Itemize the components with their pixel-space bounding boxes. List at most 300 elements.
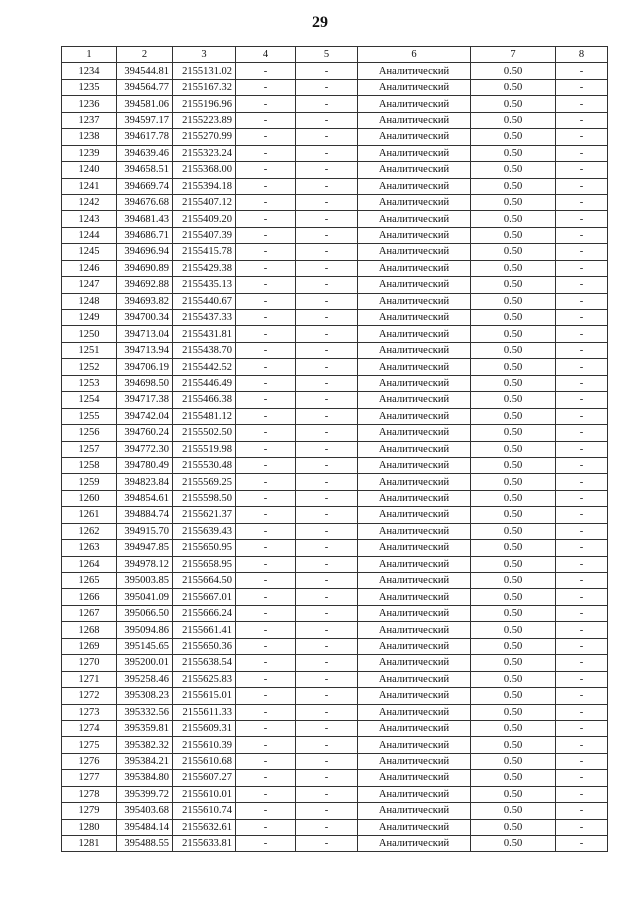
table-row bbox=[62, 277, 608, 293]
col-8-value: - bbox=[556, 589, 608, 605]
accuracy-cell: 0.50 bbox=[471, 244, 556, 260]
coord-y: 2155664.50 bbox=[173, 573, 236, 589]
point-number: 1275 bbox=[62, 737, 117, 753]
col-4-value: - bbox=[236, 523, 296, 539]
table-row bbox=[62, 342, 608, 358]
accuracy-cell: 0.50 bbox=[471, 96, 556, 112]
coord-y: 2155610.74 bbox=[173, 803, 236, 819]
accuracy-cell: 0.50 bbox=[471, 655, 556, 671]
coord-x: 394639.46 bbox=[117, 145, 173, 161]
method-cell: Аналитический bbox=[358, 622, 471, 638]
col-4-value: - bbox=[236, 260, 296, 276]
point-number: 1252 bbox=[62, 359, 117, 375]
col-8-value: - bbox=[556, 605, 608, 621]
method-cell: Аналитический bbox=[358, 786, 471, 802]
point-number: 1250 bbox=[62, 326, 117, 342]
col-8-value: - bbox=[556, 688, 608, 704]
method-cell: Аналитический bbox=[358, 244, 471, 260]
col-8-value: - bbox=[556, 836, 608, 852]
coord-y: 2155650.95 bbox=[173, 540, 236, 556]
point-number: 1248 bbox=[62, 293, 117, 309]
accuracy-cell: 0.50 bbox=[471, 326, 556, 342]
coord-y: 2155196.96 bbox=[173, 96, 236, 112]
col-4-value: - bbox=[236, 819, 296, 835]
coord-x: 395145.65 bbox=[117, 638, 173, 654]
accuracy-cell: 0.50 bbox=[471, 63, 556, 79]
method-cell: Аналитический bbox=[358, 441, 471, 457]
col-4-value: - bbox=[236, 227, 296, 243]
method-cell: Аналитический bbox=[358, 720, 471, 736]
col-4-value: - bbox=[236, 63, 296, 79]
coord-y: 2155446.49 bbox=[173, 375, 236, 391]
coord-y: 2155611.33 bbox=[173, 704, 236, 720]
col-5-value: - bbox=[296, 638, 358, 654]
table-row bbox=[62, 194, 608, 210]
coord-y: 2155658.95 bbox=[173, 556, 236, 572]
accuracy-cell: 0.50 bbox=[471, 375, 556, 391]
method-cell: Аналитический bbox=[358, 704, 471, 720]
point-number: 1238 bbox=[62, 129, 117, 145]
coord-y: 2155415.78 bbox=[173, 244, 236, 260]
col-5-value: - bbox=[296, 310, 358, 326]
coord-x: 394544.81 bbox=[117, 63, 173, 79]
point-number: 1247 bbox=[62, 277, 117, 293]
coord-y: 2155431.81 bbox=[173, 326, 236, 342]
coord-x: 394690.89 bbox=[117, 260, 173, 276]
coord-x: 394700.34 bbox=[117, 310, 173, 326]
coord-x: 394681.43 bbox=[117, 211, 173, 227]
coord-y: 2155666.24 bbox=[173, 605, 236, 621]
point-number: 1260 bbox=[62, 490, 117, 506]
table-row bbox=[62, 490, 608, 506]
point-number: 1267 bbox=[62, 605, 117, 621]
col-4-value: - bbox=[236, 457, 296, 473]
accuracy-cell: 0.50 bbox=[471, 573, 556, 589]
accuracy-cell: 0.50 bbox=[471, 145, 556, 161]
coord-y: 2155610.39 bbox=[173, 737, 236, 753]
col-4-value: - bbox=[236, 671, 296, 687]
col-5-value: - bbox=[296, 162, 358, 178]
col-8-value: - bbox=[556, 622, 608, 638]
method-cell: Аналитический bbox=[358, 688, 471, 704]
col-4-value: - bbox=[236, 737, 296, 753]
col-8-value: - bbox=[556, 342, 608, 358]
col-5-value: - bbox=[296, 720, 358, 736]
col-5-value: - bbox=[296, 244, 358, 260]
table-row bbox=[62, 720, 608, 736]
accuracy-cell: 0.50 bbox=[471, 490, 556, 506]
coord-y: 2155667.01 bbox=[173, 589, 236, 605]
accuracy-cell: 0.50 bbox=[471, 671, 556, 687]
table-row bbox=[62, 441, 608, 457]
col-8-value: - bbox=[556, 737, 608, 753]
coord-x: 394676.68 bbox=[117, 194, 173, 210]
method-cell: Аналитический bbox=[358, 770, 471, 786]
col-4-value: - bbox=[236, 96, 296, 112]
accuracy-cell: 0.50 bbox=[471, 753, 556, 769]
table-row bbox=[62, 326, 608, 342]
coord-x: 394669.74 bbox=[117, 178, 173, 194]
method-cell: Аналитический bbox=[358, 145, 471, 161]
col-8-value: - bbox=[556, 638, 608, 654]
point-number: 1262 bbox=[62, 523, 117, 539]
coord-y: 2155530.48 bbox=[173, 457, 236, 473]
accuracy-cell: 0.50 bbox=[471, 342, 556, 358]
col-8-value: - bbox=[556, 96, 608, 112]
accuracy-cell: 0.50 bbox=[471, 112, 556, 128]
point-number: 1258 bbox=[62, 457, 117, 473]
col-8-value: - bbox=[556, 803, 608, 819]
point-number: 1271 bbox=[62, 671, 117, 687]
point-number: 1259 bbox=[62, 474, 117, 490]
coord-x: 394658.51 bbox=[117, 162, 173, 178]
col-5-value: - bbox=[296, 540, 358, 556]
col-8-value: - bbox=[556, 457, 608, 473]
accuracy-cell: 0.50 bbox=[471, 178, 556, 194]
coord-x: 394713.04 bbox=[117, 326, 173, 342]
coord-y: 2155167.32 bbox=[173, 79, 236, 95]
column-header: 2 bbox=[117, 47, 173, 63]
col-4-value: - bbox=[236, 704, 296, 720]
accuracy-cell: 0.50 bbox=[471, 507, 556, 523]
coord-y: 2155442.52 bbox=[173, 359, 236, 375]
col-5-value: - bbox=[296, 112, 358, 128]
coord-y: 2155437.33 bbox=[173, 310, 236, 326]
coord-x: 394693.82 bbox=[117, 293, 173, 309]
col-4-value: - bbox=[236, 194, 296, 210]
table-row bbox=[62, 655, 608, 671]
coord-x: 394760.24 bbox=[117, 425, 173, 441]
col-5-value: - bbox=[296, 375, 358, 391]
coord-y: 2155519.98 bbox=[173, 441, 236, 457]
col-5-value: - bbox=[296, 425, 358, 441]
table-row bbox=[62, 638, 608, 654]
coord-y: 2155440.67 bbox=[173, 293, 236, 309]
accuracy-cell: 0.50 bbox=[471, 79, 556, 95]
table-row bbox=[62, 803, 608, 819]
method-cell: Аналитический bbox=[358, 227, 471, 243]
col-8-value: - bbox=[556, 655, 608, 671]
col-5-value: - bbox=[296, 688, 358, 704]
col-5-value: - bbox=[296, 803, 358, 819]
col-4-value: - bbox=[236, 507, 296, 523]
col-4-value: - bbox=[236, 540, 296, 556]
table-row bbox=[62, 244, 608, 260]
coord-x: 395359.81 bbox=[117, 720, 173, 736]
coord-y: 2155435.13 bbox=[173, 277, 236, 293]
coord-x: 395066.50 bbox=[117, 605, 173, 621]
method-cell: Аналитический bbox=[358, 129, 471, 145]
col-8-value: - bbox=[556, 310, 608, 326]
point-number: 1278 bbox=[62, 786, 117, 802]
coord-y: 2155632.61 bbox=[173, 819, 236, 835]
table-row bbox=[62, 474, 608, 490]
method-cell: Аналитический bbox=[358, 392, 471, 408]
method-cell: Аналитический bbox=[358, 589, 471, 605]
col-5-value: - bbox=[296, 770, 358, 786]
accuracy-cell: 0.50 bbox=[471, 770, 556, 786]
method-cell: Аналитический bbox=[358, 819, 471, 835]
point-number: 1234 bbox=[62, 63, 117, 79]
table-header-row bbox=[62, 47, 608, 63]
coord-y: 2155368.00 bbox=[173, 162, 236, 178]
col-8-value: - bbox=[556, 359, 608, 375]
method-cell: Аналитический bbox=[358, 573, 471, 589]
col-8-value: - bbox=[556, 523, 608, 539]
coord-y: 2155633.81 bbox=[173, 836, 236, 852]
table-row bbox=[62, 408, 608, 424]
col-5-value: - bbox=[296, 293, 358, 309]
point-number: 1266 bbox=[62, 589, 117, 605]
col-5-value: - bbox=[296, 507, 358, 523]
coord-y: 2155625.83 bbox=[173, 671, 236, 687]
col-5-value: - bbox=[296, 474, 358, 490]
coord-x: 394713.94 bbox=[117, 342, 173, 358]
table-row bbox=[62, 96, 608, 112]
col-8-value: - bbox=[556, 260, 608, 276]
point-number: 1246 bbox=[62, 260, 117, 276]
point-number: 1273 bbox=[62, 704, 117, 720]
coord-x: 394742.04 bbox=[117, 408, 173, 424]
point-number: 1249 bbox=[62, 310, 117, 326]
method-cell: Аналитический bbox=[358, 556, 471, 572]
coord-x: 395094.86 bbox=[117, 622, 173, 638]
method-cell: Аналитический bbox=[358, 342, 471, 358]
coord-x: 394772.30 bbox=[117, 441, 173, 457]
col-4-value: - bbox=[236, 622, 296, 638]
column-header: 7 bbox=[471, 47, 556, 63]
coord-y: 2155466.38 bbox=[173, 392, 236, 408]
method-cell: Аналитический bbox=[358, 474, 471, 490]
col-5-value: - bbox=[296, 819, 358, 835]
col-8-value: - bbox=[556, 786, 608, 802]
point-number: 1245 bbox=[62, 244, 117, 260]
table-row bbox=[62, 507, 608, 523]
table-row bbox=[62, 392, 608, 408]
point-number: 1244 bbox=[62, 227, 117, 243]
accuracy-cell: 0.50 bbox=[471, 227, 556, 243]
point-number: 1253 bbox=[62, 375, 117, 391]
point-number: 1254 bbox=[62, 392, 117, 408]
point-number: 1257 bbox=[62, 441, 117, 457]
point-number: 1264 bbox=[62, 556, 117, 572]
method-cell: Аналитический bbox=[358, 178, 471, 194]
accuracy-cell: 0.50 bbox=[471, 359, 556, 375]
point-number: 1270 bbox=[62, 655, 117, 671]
col-8-value: - bbox=[556, 162, 608, 178]
point-number: 1241 bbox=[62, 178, 117, 194]
method-cell: Аналитический bbox=[358, 655, 471, 671]
point-number: 1237 bbox=[62, 112, 117, 128]
table-row bbox=[62, 457, 608, 473]
col-8-value: - bbox=[556, 720, 608, 736]
method-cell: Аналитический bbox=[358, 96, 471, 112]
accuracy-cell: 0.50 bbox=[471, 457, 556, 473]
coord-x: 395258.46 bbox=[117, 671, 173, 687]
accuracy-cell: 0.50 bbox=[471, 474, 556, 490]
method-cell: Аналитический bbox=[358, 277, 471, 293]
coord-y: 2155638.54 bbox=[173, 655, 236, 671]
col-4-value: - bbox=[236, 753, 296, 769]
method-cell: Аналитический bbox=[358, 638, 471, 654]
table-row bbox=[62, 375, 608, 391]
coord-y: 2155615.01 bbox=[173, 688, 236, 704]
coord-x: 394978.12 bbox=[117, 556, 173, 572]
coord-x: 394617.78 bbox=[117, 129, 173, 145]
method-cell: Аналитический bbox=[358, 425, 471, 441]
col-4-value: - bbox=[236, 474, 296, 490]
table-row bbox=[62, 622, 608, 638]
col-4-value: - bbox=[236, 178, 296, 194]
coord-x: 395384.80 bbox=[117, 770, 173, 786]
col-4-value: - bbox=[236, 310, 296, 326]
table-row bbox=[62, 310, 608, 326]
accuracy-cell: 0.50 bbox=[471, 704, 556, 720]
coord-x: 394698.50 bbox=[117, 375, 173, 391]
method-cell: Аналитический bbox=[358, 162, 471, 178]
col-5-value: - bbox=[296, 211, 358, 227]
table-row bbox=[62, 819, 608, 835]
coord-x: 394692.88 bbox=[117, 277, 173, 293]
col-8-value: - bbox=[556, 556, 608, 572]
point-number: 1256 bbox=[62, 425, 117, 441]
col-4-value: - bbox=[236, 277, 296, 293]
col-5-value: - bbox=[296, 573, 358, 589]
accuracy-cell: 0.50 bbox=[471, 277, 556, 293]
method-cell: Аналитический bbox=[358, 112, 471, 128]
coord-x: 395399.72 bbox=[117, 786, 173, 802]
coord-y: 2155394.18 bbox=[173, 178, 236, 194]
method-cell: Аналитический bbox=[358, 79, 471, 95]
col-8-value: - bbox=[556, 129, 608, 145]
table-row bbox=[62, 688, 608, 704]
col-5-value: - bbox=[296, 655, 358, 671]
col-8-value: - bbox=[556, 293, 608, 309]
method-cell: Аналитический bbox=[358, 293, 471, 309]
col-4-value: - bbox=[236, 425, 296, 441]
table-row bbox=[62, 145, 608, 161]
accuracy-cell: 0.50 bbox=[471, 589, 556, 605]
col-4-value: - bbox=[236, 162, 296, 178]
column-header: 5 bbox=[296, 47, 358, 63]
table-row bbox=[62, 786, 608, 802]
coord-y: 2155502.50 bbox=[173, 425, 236, 441]
accuracy-cell: 0.50 bbox=[471, 523, 556, 539]
column-header: 1 bbox=[62, 47, 117, 63]
method-cell: Аналитический bbox=[358, 211, 471, 227]
table-row bbox=[62, 671, 608, 687]
coord-y: 2155407.12 bbox=[173, 194, 236, 210]
col-8-value: - bbox=[556, 753, 608, 769]
table-row bbox=[62, 704, 608, 720]
table-row bbox=[62, 162, 608, 178]
point-number: 1236 bbox=[62, 96, 117, 112]
accuracy-cell: 0.50 bbox=[471, 425, 556, 441]
point-number: 1255 bbox=[62, 408, 117, 424]
col-4-value: - bbox=[236, 589, 296, 605]
table-row bbox=[62, 556, 608, 572]
coord-y: 2155621.37 bbox=[173, 507, 236, 523]
col-5-value: - bbox=[296, 457, 358, 473]
column-header: 6 bbox=[358, 47, 471, 63]
col-8-value: - bbox=[556, 277, 608, 293]
col-5-value: - bbox=[296, 145, 358, 161]
point-number: 1279 bbox=[62, 803, 117, 819]
coord-x: 395403.68 bbox=[117, 803, 173, 819]
column-header: 3 bbox=[173, 47, 236, 63]
coord-x: 395488.55 bbox=[117, 836, 173, 852]
col-4-value: - bbox=[236, 392, 296, 408]
accuracy-cell: 0.50 bbox=[471, 605, 556, 621]
col-5-value: - bbox=[296, 704, 358, 720]
col-5-value: - bbox=[296, 129, 358, 145]
accuracy-cell: 0.50 bbox=[471, 638, 556, 654]
col-4-value: - bbox=[236, 573, 296, 589]
method-cell: Аналитический bbox=[358, 63, 471, 79]
col-5-value: - bbox=[296, 737, 358, 753]
col-5-value: - bbox=[296, 836, 358, 852]
column-header: 4 bbox=[236, 47, 296, 63]
table-row bbox=[62, 836, 608, 852]
coordinates-table bbox=[61, 46, 608, 852]
point-number: 1272 bbox=[62, 688, 117, 704]
coord-y: 2155650.36 bbox=[173, 638, 236, 654]
table-row bbox=[62, 260, 608, 276]
coord-y: 2155481.12 bbox=[173, 408, 236, 424]
col-5-value: - bbox=[296, 194, 358, 210]
table-row bbox=[62, 293, 608, 309]
point-number: 1261 bbox=[62, 507, 117, 523]
coord-y: 2155409.20 bbox=[173, 211, 236, 227]
coord-x: 395041.09 bbox=[117, 589, 173, 605]
accuracy-cell: 0.50 bbox=[471, 162, 556, 178]
table-row bbox=[62, 425, 608, 441]
col-5-value: - bbox=[296, 753, 358, 769]
col-4-value: - bbox=[236, 770, 296, 786]
coord-x: 395484.14 bbox=[117, 819, 173, 835]
col-4-value: - bbox=[236, 375, 296, 391]
coord-y: 2155609.31 bbox=[173, 720, 236, 736]
col-5-value: - bbox=[296, 556, 358, 572]
accuracy-cell: 0.50 bbox=[471, 786, 556, 802]
accuracy-cell: 0.50 bbox=[471, 819, 556, 835]
coord-y: 2155131.02 bbox=[173, 63, 236, 79]
method-cell: Аналитический bbox=[358, 737, 471, 753]
accuracy-cell: 0.50 bbox=[471, 622, 556, 638]
table-row bbox=[62, 112, 608, 128]
method-cell: Аналитический bbox=[358, 605, 471, 621]
accuracy-cell: 0.50 bbox=[471, 260, 556, 276]
col-4-value: - bbox=[236, 688, 296, 704]
col-8-value: - bbox=[556, 392, 608, 408]
point-number: 1277 bbox=[62, 770, 117, 786]
col-5-value: - bbox=[296, 408, 358, 424]
table-row bbox=[62, 523, 608, 539]
coord-x: 394780.49 bbox=[117, 457, 173, 473]
table-row bbox=[62, 178, 608, 194]
method-cell: Аналитический bbox=[358, 507, 471, 523]
method-cell: Аналитический bbox=[358, 359, 471, 375]
col-8-value: - bbox=[556, 819, 608, 835]
table-row bbox=[62, 589, 608, 605]
col-4-value: - bbox=[236, 211, 296, 227]
point-number: 1240 bbox=[62, 162, 117, 178]
col-5-value: - bbox=[296, 342, 358, 358]
point-number: 1243 bbox=[62, 211, 117, 227]
col-4-value: - bbox=[236, 638, 296, 654]
point-number: 1280 bbox=[62, 819, 117, 835]
col-8-value: - bbox=[556, 194, 608, 210]
